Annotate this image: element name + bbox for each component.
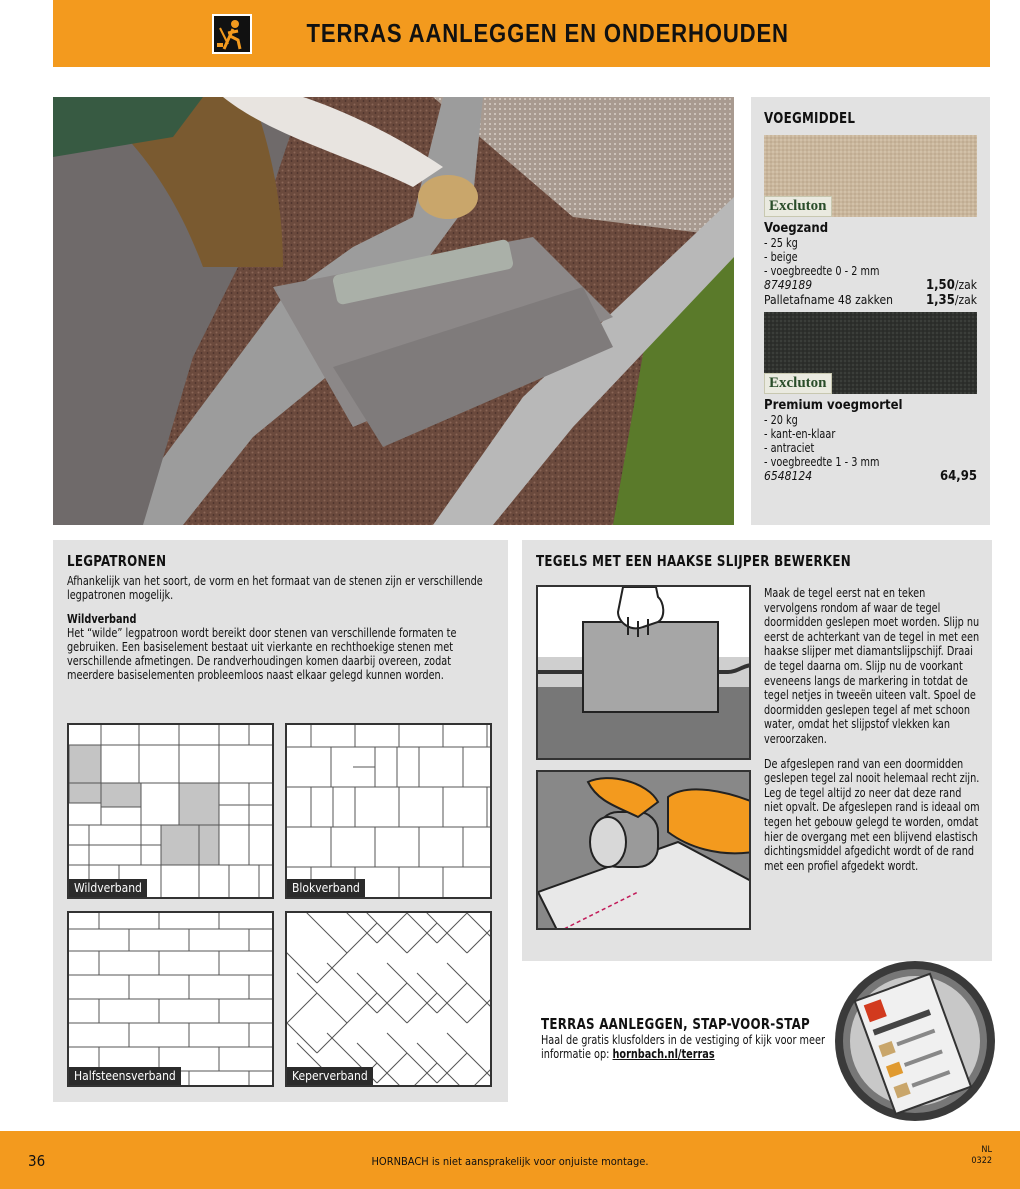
- worker-shovel-icon: [212, 14, 252, 54]
- page-title: TERRAS AANLEGGEN EN ONDERHOUDEN: [306, 18, 789, 48]
- tegels-title: TEGELS MET EEN HAAKSE SLIJPER BEWERKEN: [536, 552, 851, 570]
- product-spec: - voegbreedte 1 - 3 mm: [764, 455, 880, 469]
- product-spec: - beige: [764, 250, 798, 264]
- pallet-price: 1,35/zak: [925, 293, 977, 308]
- pattern-wildverband: [67, 723, 274, 899]
- price: 1,50/zak: [925, 278, 977, 293]
- wildverband-heading: Wildverband: [67, 612, 137, 626]
- tegels-text: [764, 586, 980, 873]
- excluton-logo: Excluton: [764, 196, 832, 217]
- tile-grinding-illustration: [536, 770, 751, 930]
- edition-code: NL 0322: [971, 1145, 992, 1166]
- pattern-halfsteensverband: [67, 911, 274, 1087]
- voegmiddel-title: VOEGMIDDEL: [764, 109, 856, 127]
- pattern-label: Keperverband: [287, 1067, 373, 1085]
- product-spec: - 20 kg: [764, 413, 798, 427]
- article-number: 6548124: [764, 469, 813, 483]
- stap-text: Haal de gratis klusfolders in de vestiging of kijk voor meer informatie op: hornbach.nl/terras: [541, 1033, 825, 1061]
- pattern-label: Wildverband: [69, 879, 147, 897]
- page-footer: [0, 1131, 1020, 1189]
- legpatronen-intro: Afhankelijk van het soort, de vorm en het formaat van de stenen zijn er verschillende legpatronen mogelijk.: [67, 574, 483, 602]
- legpatronen-title: LEGPATRONEN: [67, 552, 167, 570]
- voegmortel-swatch: [764, 312, 977, 394]
- stap-title: TERRAS AANLEGGEN, STAP-VOOR-STAP: [541, 1015, 811, 1033]
- folder-badge-icon: [832, 958, 998, 1124]
- product-spec: - kant-en-klaar: [764, 427, 836, 441]
- price-row: [764, 278, 977, 293]
- disclaimer: HORNBACH is niet aansprakelijk voor onjuiste montage.: [371, 1155, 649, 1168]
- tegels-paragraph: Maak de tegel eerst nat en teken vervolgens rondom af waar de tegel doormidden geslepen moet worden. Slijp nu eerst de achterkant van de tegel in met een haakse slijper met diamantslijpschijf. Draai de tegel daarna om. Slijp nu de voorkant eveneens langs de markering in totdat de tegel netjes in tweeën uiteen valt. Spoel de doormidden geslepen tegel af met schoon water, omdat het slijpstof vlekken kan veroorzaken.: [764, 586, 980, 746]
- stap-voor-stap: [541, 1015, 841, 1061]
- excluton-logo: Excluton: [764, 373, 832, 394]
- wildverband-text: Het “wilde” legpatroon wordt bereikt door stenen van verschillende formaten te gebruiken. Een basiselement bestaat uit vierkante en rechthoekige stenen met verschillende afmetingen. De randverhoudingen komen daarbij overeen, zodat meerdere basiselementen probleemloos naast elkaar gelegd kunnen worden.: [67, 626, 457, 682]
- tile-marking-illustration: [536, 585, 751, 760]
- terras-link[interactable]: hornbach.nl/terras: [612, 1047, 715, 1061]
- product-name: Premium voegmortel: [764, 398, 903, 413]
- product-spec: - voegbreedte 0 - 2 mm: [764, 264, 880, 278]
- article-number: 8749189: [764, 278, 813, 292]
- product-spec: - 25 kg: [764, 236, 798, 250]
- voegmiddel-panel: [751, 97, 990, 525]
- price-row: [764, 469, 977, 484]
- pattern-keperverband: [285, 911, 492, 1087]
- pallet-row: [764, 293, 977, 308]
- voegzand-swatch: [764, 135, 977, 217]
- tegels-paragraph: De afgeslepen rand van een doormidden geslepen tegel zal nooit helemaal recht zijn. Leg de tegel altijd zo neer dat deze rand niet opvalt. De afgeslepen rand is ideaal om tegen het gebouw gelegd te worden, omdat hier de overgang met een blijvend elastisch dichtingsmiddel afgedicht wordt of de rand met een profiel afgedekt wordt.: [764, 756, 980, 873]
- legpatronen-panel: [53, 540, 508, 1102]
- pattern-blokverband: [285, 723, 492, 899]
- pattern-label: Blokverband: [287, 879, 365, 897]
- product-spec: - antraciet: [764, 441, 815, 455]
- tegels-panel: [522, 540, 992, 961]
- product-name: Voegzand: [764, 221, 829, 236]
- price: 64,95: [940, 469, 977, 484]
- paving-photo: [53, 97, 734, 525]
- page-header: [53, 0, 990, 67]
- page-number: 36: [28, 1152, 46, 1170]
- pallet-label: Palletafname 48 zakken: [764, 293, 893, 307]
- pattern-label: Halfsteensverband: [69, 1067, 181, 1085]
